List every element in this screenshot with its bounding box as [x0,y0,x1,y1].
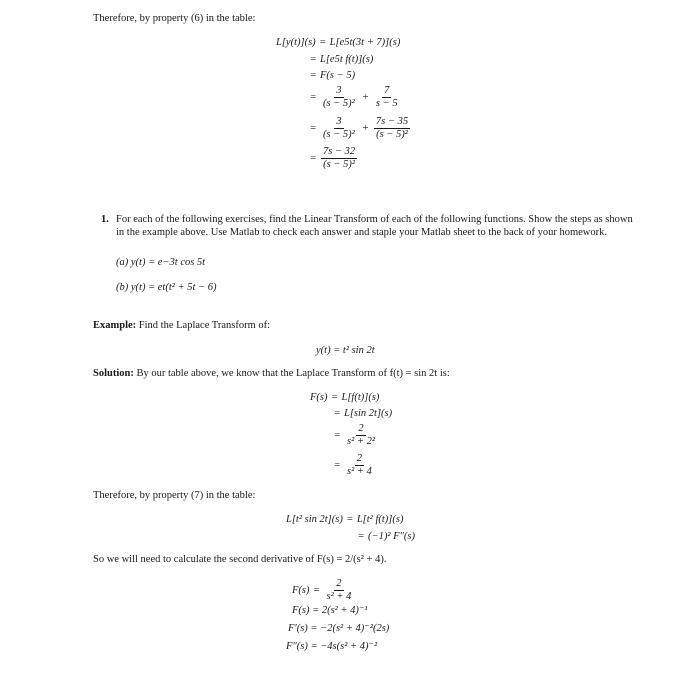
fraction [325,578,354,603]
derivation1-expr2: L[e5t f(t)](s) [320,54,374,65]
property7-line2: = (−1)² F″(s) [357,531,415,542]
fraction-numerator: 2 [355,453,364,466]
property7-text: Therefore, by property (7) in the table: [93,490,256,501]
property7-line1: L[t² sin 2t](s) = L[t² f(t)](s) [286,514,404,525]
fraction-numerator: 7 [382,85,391,98]
derivation1-lhs: L[y(t)](s) [276,37,316,48]
derivation1-line6: = $\frac{7s - 32}{\text{(s − 5)²}}$ [309,146,356,171]
solution-label: Solution: [93,368,134,379]
fraction-denominator: (s − 5)² [323,98,355,110]
exercise-number: 1. [101,214,109,225]
second-derivative-line1: F(s) = $\frac{2}{\text{s² + 4}}$ [292,578,352,603]
second-derivative-lhs: F(s) [292,584,310,596]
exercise-part-a: (a) y(t) = e−3t cos 5t [116,257,206,268]
example-text: Find the Laplace Transform of: [138,320,271,331]
fraction [374,116,410,141]
exercise-text: For each of the following exercises, find the Linear Transform of each of the following functions. Show the steps as shown in the example above. Use Matlab to check each answer and staple your Matlab sheet to the back of your homework. [116,214,633,239]
fraction-numerator: 3 [334,116,343,129]
fraction-numerator: 7s − 32 [321,146,357,159]
derivation1-expr1: L[e5t(3t + 7)](s) [329,37,401,48]
derivation1-line2: = L[e5t f(t)](s) [309,54,374,65]
fraction-denominator: (s − 5)² [323,129,355,141]
derivation1-line1: L[y(t)](s) = L[e5t(3t + 7)](s) [276,37,401,48]
fraction-numerator: 7s − 35 [374,116,410,129]
second-derivative-line3: F′(s) = −2(s² + 4)⁻²(2s) [288,623,390,634]
derivation1-expr3: F(s − 5) [320,70,356,81]
fraction-numerator: 3 [334,85,343,98]
fraction [374,85,400,110]
solution-line3: = $\frac{2}{\text{s² + 2²}}$ [333,423,375,448]
fraction [345,453,374,478]
solution-expr1: L[f(t)](s) [341,392,380,403]
derivation1-line4: = $\frac{3}{\text{(s − 5)²}}$ + $\frac{7}{s - 5}$ [309,85,398,110]
derivation1-line5: = $\frac{3}{\text{(s − 5)²}}$ + $\frac{7s - 35}{\text{(s − 5)²}}$ [309,116,409,141]
solution-heading [93,367,450,380]
fraction-denominator: s² + 4 [326,591,352,603]
solution-line4: = $\frac{2}{\text{s² + 4}}$ [333,453,372,478]
solution-text: By our table above, we know that the Laplace Transform of f(t) = sin 2t is: [136,368,450,379]
fraction-denominator: (s − 5)² [376,129,408,141]
exercise-part-b: (b) y(t) = et(t² + 5t − 6) [116,282,217,293]
fraction [345,423,377,448]
fraction-denominator: s² + 2² [347,436,375,448]
example-heading [93,319,270,332]
fraction [321,146,357,171]
solution-expr2: L[sin 2t](s) [344,408,393,419]
property7-lhs: L[t² sin 2t](s) [286,514,343,525]
example-function: y(t) = t² sin 2t [316,345,375,356]
solution-lhs: F(s) [310,392,328,403]
fraction-numerator: 2 [334,578,343,591]
fraction-denominator: (s − 5)² [323,159,355,171]
second-derivative-line4: F″(s) = −4s(s² + 4)⁻² [286,641,378,652]
fraction-denominator: s² + 4 [347,466,372,478]
fraction-numerator: 2 [356,423,365,436]
solution-line2: = L[sin 2t](s) [333,408,393,419]
second-derivative-line2: F(s) = 2(s² + 4)⁻¹ [292,605,368,616]
example-label: Example: [93,320,137,331]
second-derivative-text: So we will need to calculate the second derivative of F(s) = 2/(s² + 4). [93,554,387,565]
intro-text: Therefore, by property (6) in the table: [93,13,256,24]
fraction [321,85,357,110]
property7-expr1: L[t² f(t)](s) [356,514,404,525]
fraction-denominator: s − 5 [375,98,398,110]
solution-line1: F(s) = L[f(t)](s) [310,392,380,403]
fraction [321,116,357,141]
property7-expr2: (−1)² F″(s) [368,531,415,542]
derivation1-line3: = F(s − 5) [309,70,356,81]
